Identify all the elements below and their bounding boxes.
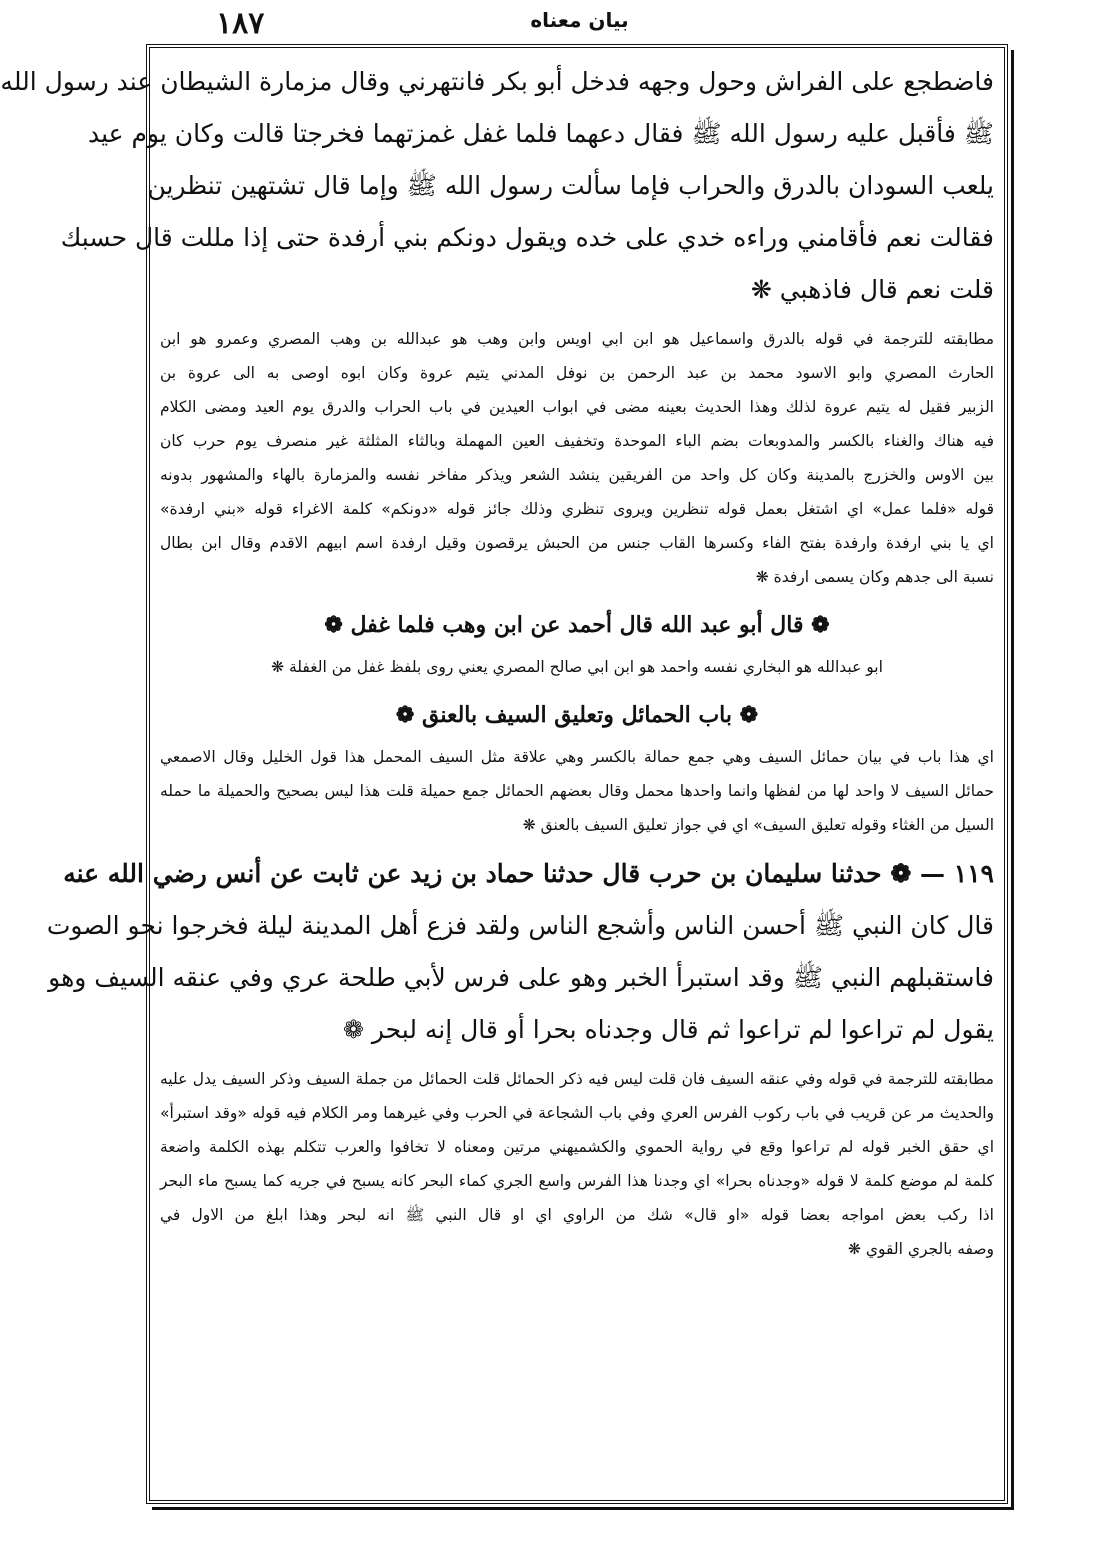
hadith-line: قال كان النبي ﷺ أحسن الناس وأشجع الناس ولقد فزع أهل المدينة ليلة فخرجوا نحو الصوت	[46, 911, 994, 940]
hadith-text-block-1	[0, 56, 994, 316]
page-frame	[0, 44, 1008, 1504]
commentary-block-4	[160, 1062, 994, 1266]
commentary-block-2	[160, 650, 994, 684]
commentary-block-3	[160, 740, 994, 842]
hadith-line: يقول لم تراعوا لم تراعوا ثم قال وجدناه بحرا أو قال إنه لبحر ❁	[342, 1015, 994, 1044]
commentary-line: مطابقته للترجمة في قوله وفي عنقه السيف فان قلت ليس فيه ذكر الحمائل قلت الحمائل من جملة السيف وذكر السيف يدل عليه	[160, 1070, 994, 1088]
page-content	[0, 54, 994, 1494]
hadith-line: يلعب السودان بالدرق والحراب فإما سألت رسول الله ﷺ وإما قال تشتهين تنظرين	[147, 171, 994, 200]
commentary-line: نسبة الى جدهم وكان يسمى ارفدة ❋	[755, 568, 994, 586]
commentary-block-1	[160, 322, 994, 594]
commentary-line: وصفه بالجري القوي ❋	[847, 1240, 994, 1258]
commentary-line: بين الاوس والخزرج بالمدينة وكان كل واحد من الفريقين ينشد الشعر ويذكر مفاخر نفسه والمزمارة بالهاء والمشهور بدونه	[160, 466, 994, 484]
commentary-line: كلمة لم موضع كلمة لا قوله «وجدناه بحرا» اي وجدنا هذا الفرس واسع الجري كماء البحر كانه يسبح في جريه كما يسبح ماء البحر	[160, 1172, 994, 1190]
page-header	[126, 6, 1033, 40]
hadith-line: ﷺ فأقبل عليه رسول الله ﷺ فقال دعهما فلما غفل غمزتهما فخرجتا قالت وكان يوم عيد	[87, 119, 994, 148]
hadith-line: ١١٩ — ❁ حدثنا سليمان بن حرب قال حدثنا حماد بن زيد عن ثابت عن أنس رضي الله عنه	[63, 859, 994, 888]
hadith-line: فقالت نعم فأقامني وراءه خدي على خده ويقول دونكم بني أرفدة حتى إذا مللت قال حسبك	[60, 223, 994, 252]
commentary-line: الزبير فقيل له يتيم عروة لذلك وهذا الحديث بعينه مضى في ابواب العيدين في باب الحراب والدرق يوم العيد ومضى الكلام	[160, 398, 994, 416]
commentary-line: مطابقته للترجمة في قوله بالدرق واسماعيل هو ابن ابي اويس وابن وهب هو عبدالله بن وهب المصري وعمرو هو ابن	[160, 330, 994, 348]
commentary-line: ابو عبدالله هو البخاري نفسه واحمد هو ابن ابي صالح المصري يعني روى بلفظ غفل من الغفلة ❋	[271, 658, 883, 676]
commentary-line: فيه هناك والغناء بالكسر والمدوبعات بضم الباء الموحدة وتخفيف العين المهملة وبالثاء المثلثة غير منصرف يوم حرب كان	[160, 432, 994, 450]
hadith-line: فاستقبلهم النبي ﷺ وقد استبرأ الخبر وهو على فرس لأبي طلحة عري وفي عنقه السيف وهو	[48, 963, 994, 992]
commentary-line: اي هذا باب في بيان حمائل السيف وهي جمع حمالة بالكسر وهي علاقة مثل السيف المحمل هذا قول الخليل وقال الاصمعي	[160, 748, 994, 766]
hadith-line: قلت نعم قال فاذهبي ❋	[750, 275, 994, 304]
page-number: ١٨٧	[216, 6, 265, 41]
commentary-line: الحارث المصري وابو الاسود محمد بن عبد الرحمن بن نوفل المدني يتيم عروة وكان ابوه اوصى به الى عروة بن	[160, 364, 994, 382]
commentary-line: اي يا بني ارفدة وارفدة بفتح الفاء وكسرها القاب جنس من الحبش يرقصون وقيل ارفدة اسم ابيهم الاقدم وقال ابن بطال	[160, 534, 994, 552]
chapter-heading-hamail: ❁ باب الحمائل وتعليق السيف بالعنق ❁	[395, 702, 759, 728]
running-title: بيان معناه	[530, 8, 629, 32]
commentary-line: اذا ركب بعض امواجه بعضا قوله «او قال» شك من الراوي اي او قال النبي ﷺ انه لبحر وهذا ابلغ من الاول في	[160, 1206, 994, 1224]
hadith-line: فاضطجع على الفراش وحول وجهه فدخل أبو بكر فانتهرني وقال مزمارة الشيطان عند رسول الله	[0, 67, 994, 96]
commentary-line: والحديث مر عن قريب في باب ركوب الفرس العري وفي باب الشجاعة في الحرب وفي غيرهما ومر الكلام فيه قوله «وقد استبرأ»	[160, 1104, 994, 1122]
commentary-line: قوله «فلما عمل» اي اشتغل بعمل قوله تنظرين ويروى تنظري وذلك جائز قوله «دونكم» كلمة الاغراء قوله «بني ارفدة»	[160, 500, 994, 518]
commentary-line: اي حقق الخبر قوله لم تراعوا وقع في رواية الحموي والكشميهني مرتين ومعناه لا تخافوا والعرب تتكلم بهذه الكلمة واضعة	[160, 1138, 994, 1156]
commentary-line: حمائل السيف لا واحد لها من لفظها وانما واحدها محمل وقال بعضهم الحمائل جمع حميلة قلت هذا ليس بصحيح والحميلة ما حمله	[160, 782, 994, 800]
commentary-line: السيل من الغثاء وقوله تعليق السيف» اي في جواز تعليق السيف بالعنق ❋	[522, 816, 994, 834]
section-heading-qala-abu-abdillah: ❁ قال أبو عبد الله قال أحمد عن ابن وهب فلما غفل ❁	[324, 612, 830, 638]
hadith-text-block-119	[46, 848, 994, 1056]
